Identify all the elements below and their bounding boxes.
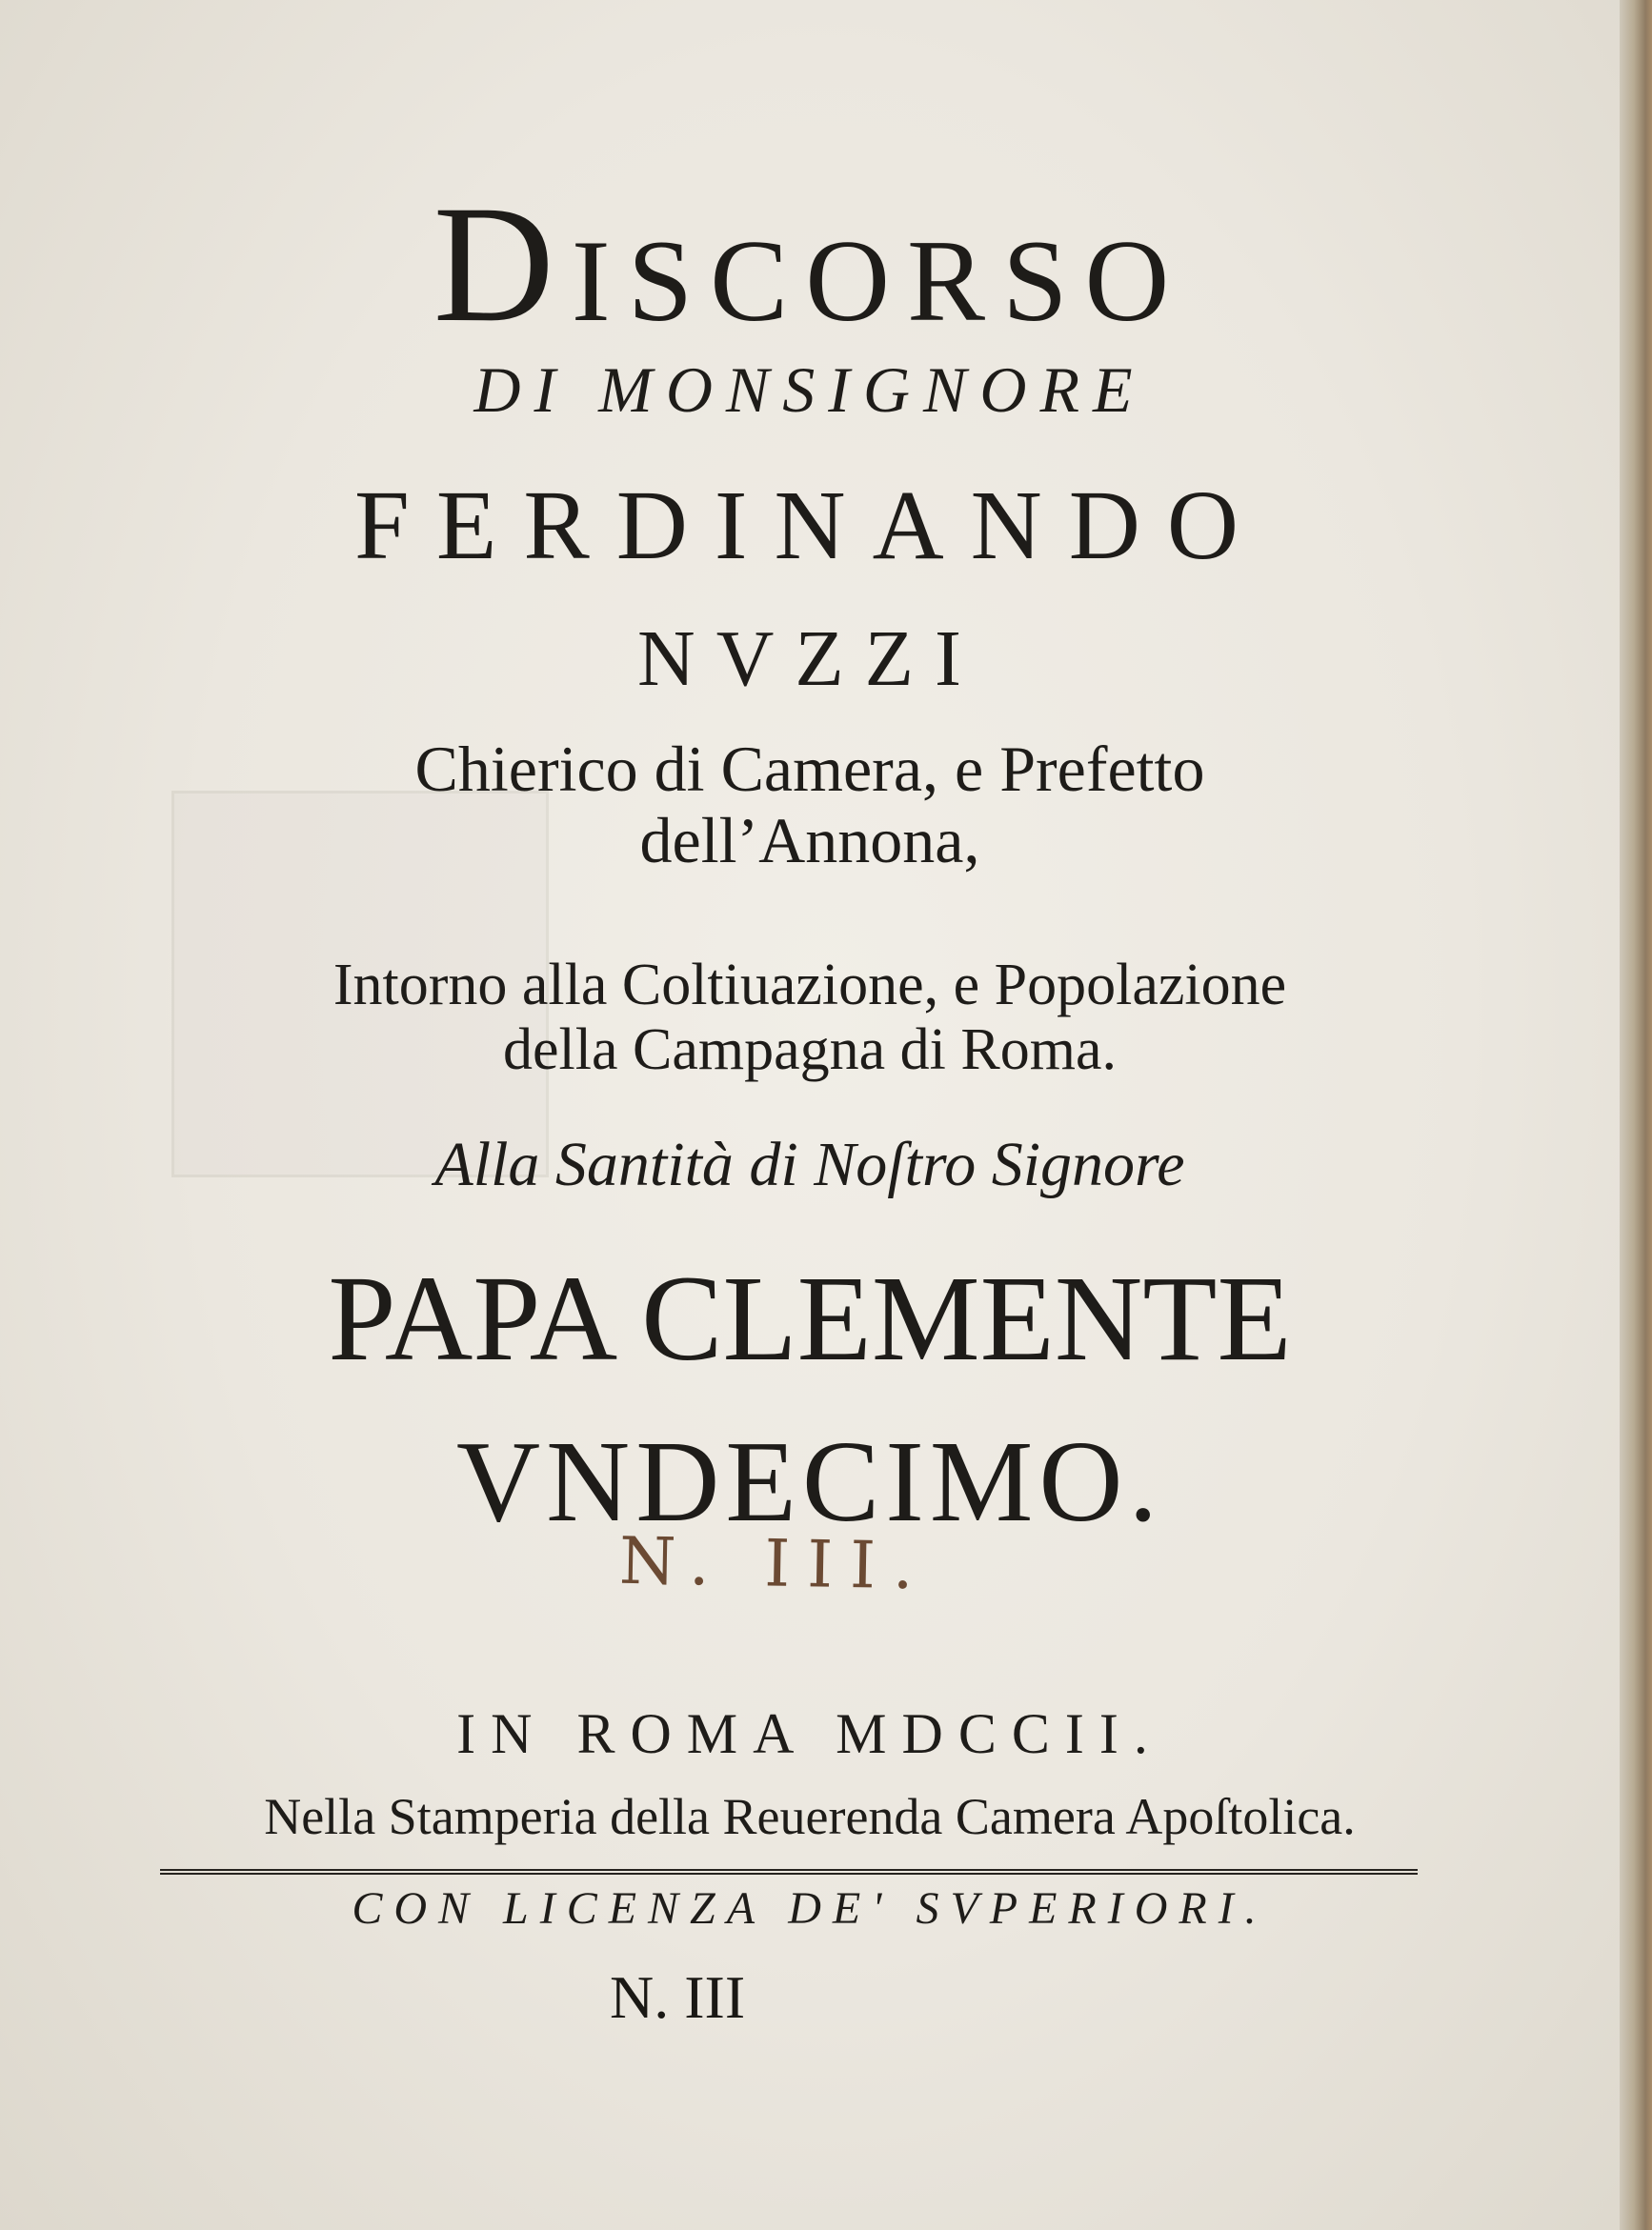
subtitle-line: DI MONSIGNORE (473, 353, 1146, 426)
license-line: CON LICENZA DE' SVPERIORI. (352, 1883, 1268, 1934)
divider-rule (160, 1869, 1418, 1875)
topic-line-2: della Campagna di Roma. (503, 1017, 1117, 1083)
imprint-press: Nella Stamperia della Reuerenda Camera Apoſtolica. (264, 1788, 1356, 1845)
shelf-number: N. III (610, 1963, 746, 2031)
pope-name-line-1: PAPA CLEMENTE (328, 1251, 1292, 1386)
author-first-name: FERDINANDO (354, 471, 1265, 580)
page-edge (1620, 0, 1652, 2230)
imprint-place-date: IN ROMA MDCCII. (456, 1702, 1163, 1765)
office-line-2: dell’Annona, (639, 803, 980, 876)
dedication-line: Alla Santità di Noſtro Signore (434, 1130, 1185, 1199)
book-title: Discorso (433, 171, 1187, 357)
author-last-name: NVZZI (637, 614, 982, 703)
office-line-1: Chierico di Camera, e Prefetto (414, 733, 1205, 805)
handwritten-mark: N. III. (618, 1523, 932, 1605)
topic-description (0, 953, 1620, 1082)
pope-name-line-2: VNDECIMO. (456, 1417, 1163, 1546)
office-description (0, 733, 1620, 876)
topic-line-1: Intorno alla Coltiuazione, e Popolazione (332, 953, 1287, 1017)
